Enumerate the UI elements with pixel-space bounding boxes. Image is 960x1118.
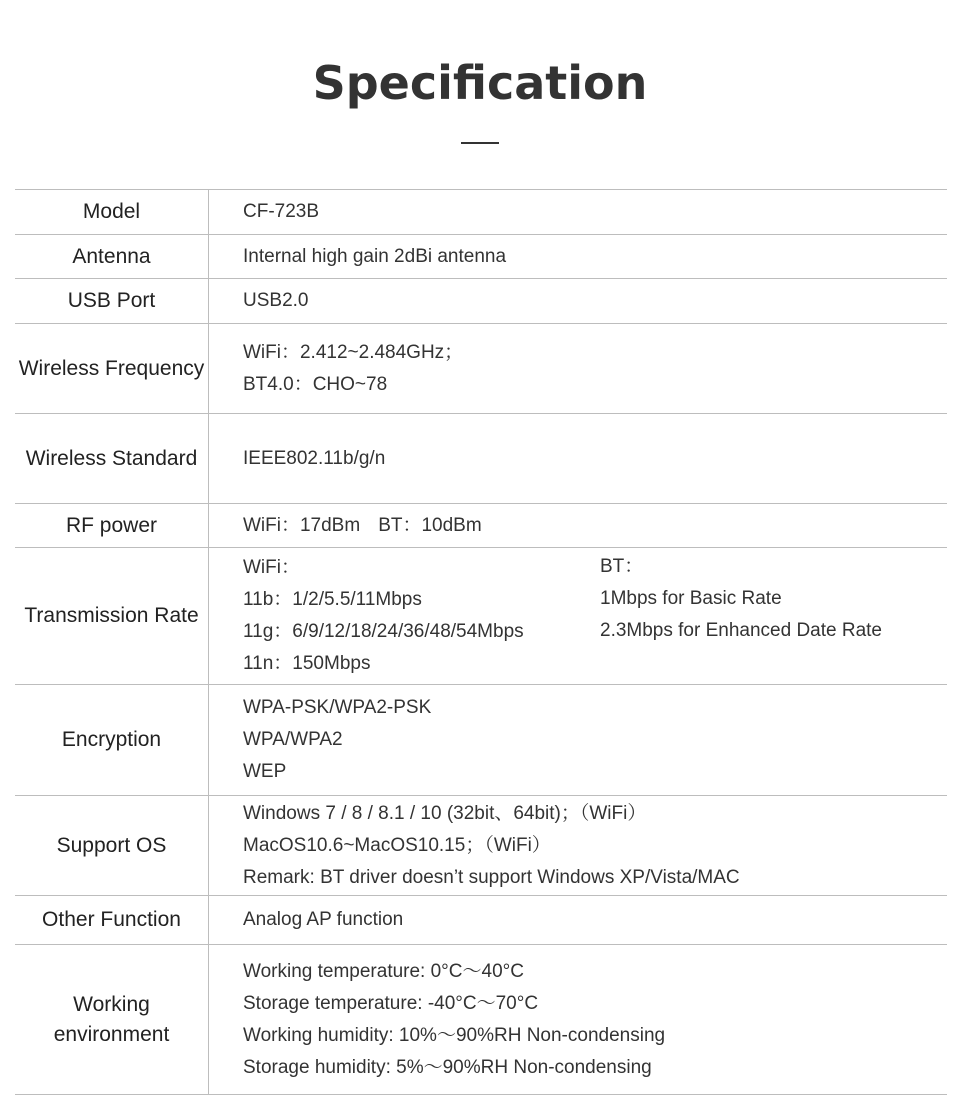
- spec-value-line: MacOS10.6~MacOS10.15；（WiFi）: [243, 834, 551, 856]
- spec-label: Antenna: [15, 235, 209, 278]
- spec-value-line: Working temperature: 0°C～40°C: [243, 960, 524, 982]
- spec-row-wireless-frequency: [15, 324, 947, 414]
- spec-label: Wireless Standard: [15, 414, 209, 503]
- spec-label: RF power: [15, 504, 209, 547]
- spec-value: Analog AP function: [243, 909, 404, 930]
- spec-label: Wireless Frequency: [15, 324, 209, 413]
- spec-row-antenna: [15, 235, 947, 279]
- spec-label: Transmission Rate: [15, 548, 209, 684]
- spec-value-line: Storage humidity: 5%～90%RH Non-condensing: [243, 1056, 652, 1078]
- spec-value-line: WEP: [243, 761, 287, 782]
- spec-value-line: WiFi：: [243, 557, 300, 578]
- spec-value-line: 2.3Mbps for Enhanced Date Rate: [600, 620, 883, 641]
- spec-label: Support OS: [15, 796, 209, 895]
- spec-value-line: WPA-PSK/WPA2-PSK: [243, 697, 432, 718]
- spec-label-line: environment: [53, 1022, 170, 1046]
- spec-table: [15, 189, 947, 1095]
- spec-label: [15, 945, 209, 1094]
- spec-value-line: Storage temperature: -40°C～70°C: [243, 992, 539, 1014]
- wifi-rate-column: [243, 552, 600, 680]
- spec-value-line: Remark: BT driver doesn’t support Windows XP/Vista/MAC: [243, 866, 740, 888]
- spec-row-support-os: [15, 796, 947, 896]
- spec-value-line: WPA/WPA2: [243, 729, 343, 750]
- rf-bt-value: BT：10dBm: [378, 514, 482, 536]
- spec-value: IEEE802.11b/g/n: [243, 447, 386, 469]
- spec-row-working-environment: [15, 945, 947, 1095]
- spec-value-line: 11b：1/2/5.5/11Mbps: [243, 589, 422, 610]
- spec-value-line: 11n：150Mbps: [243, 653, 371, 674]
- spec-value-line: 11g：6/9/12/18/24/36/48/54Mbps: [243, 621, 524, 642]
- spec-row-encryption: [15, 685, 947, 796]
- spec-label-line: Working: [73, 992, 150, 1016]
- spec-value-line: BT4.0：CHO~78: [243, 373, 388, 395]
- spec-label: Model: [15, 190, 209, 234]
- spec-row-transmission-rate: [15, 548, 947, 685]
- spec-label: Other Function: [15, 896, 209, 944]
- spec-value: USB2.0: [243, 290, 309, 311]
- spec-row-wireless-standard: [15, 414, 947, 504]
- spec-value-line: 1Mbps for Basic Rate: [600, 588, 782, 609]
- spec-row-rf-power: [15, 504, 947, 548]
- spec-value-line: BT：: [600, 556, 644, 577]
- spec-value-line: Working humidity: 10%～90%RH Non-condensing: [243, 1024, 666, 1046]
- spec-label: USB Port: [15, 279, 209, 323]
- bt-rate-column: [600, 548, 882, 647]
- spec-row-usb-port: [15, 279, 947, 324]
- title-underline: [461, 142, 499, 144]
- spec-row-other-function: [15, 896, 947, 945]
- spec-value: Internal high gain 2dBi antenna: [243, 245, 507, 267]
- page-title: Specification: [312, 56, 648, 110]
- spec-label: Encryption: [15, 685, 209, 795]
- spec-row-model: [15, 190, 947, 235]
- rf-wifi-value: WiFi：17dBm: [243, 514, 361, 536]
- spec-value: CF-723B: [243, 201, 320, 222]
- spec-value-line: WiFi：2.412~2.484GHz；: [243, 341, 464, 363]
- spec-value-line: Windows 7 / 8 / 8.1 / 10 (32bit、64bit)；（WiFi）: [243, 802, 647, 824]
